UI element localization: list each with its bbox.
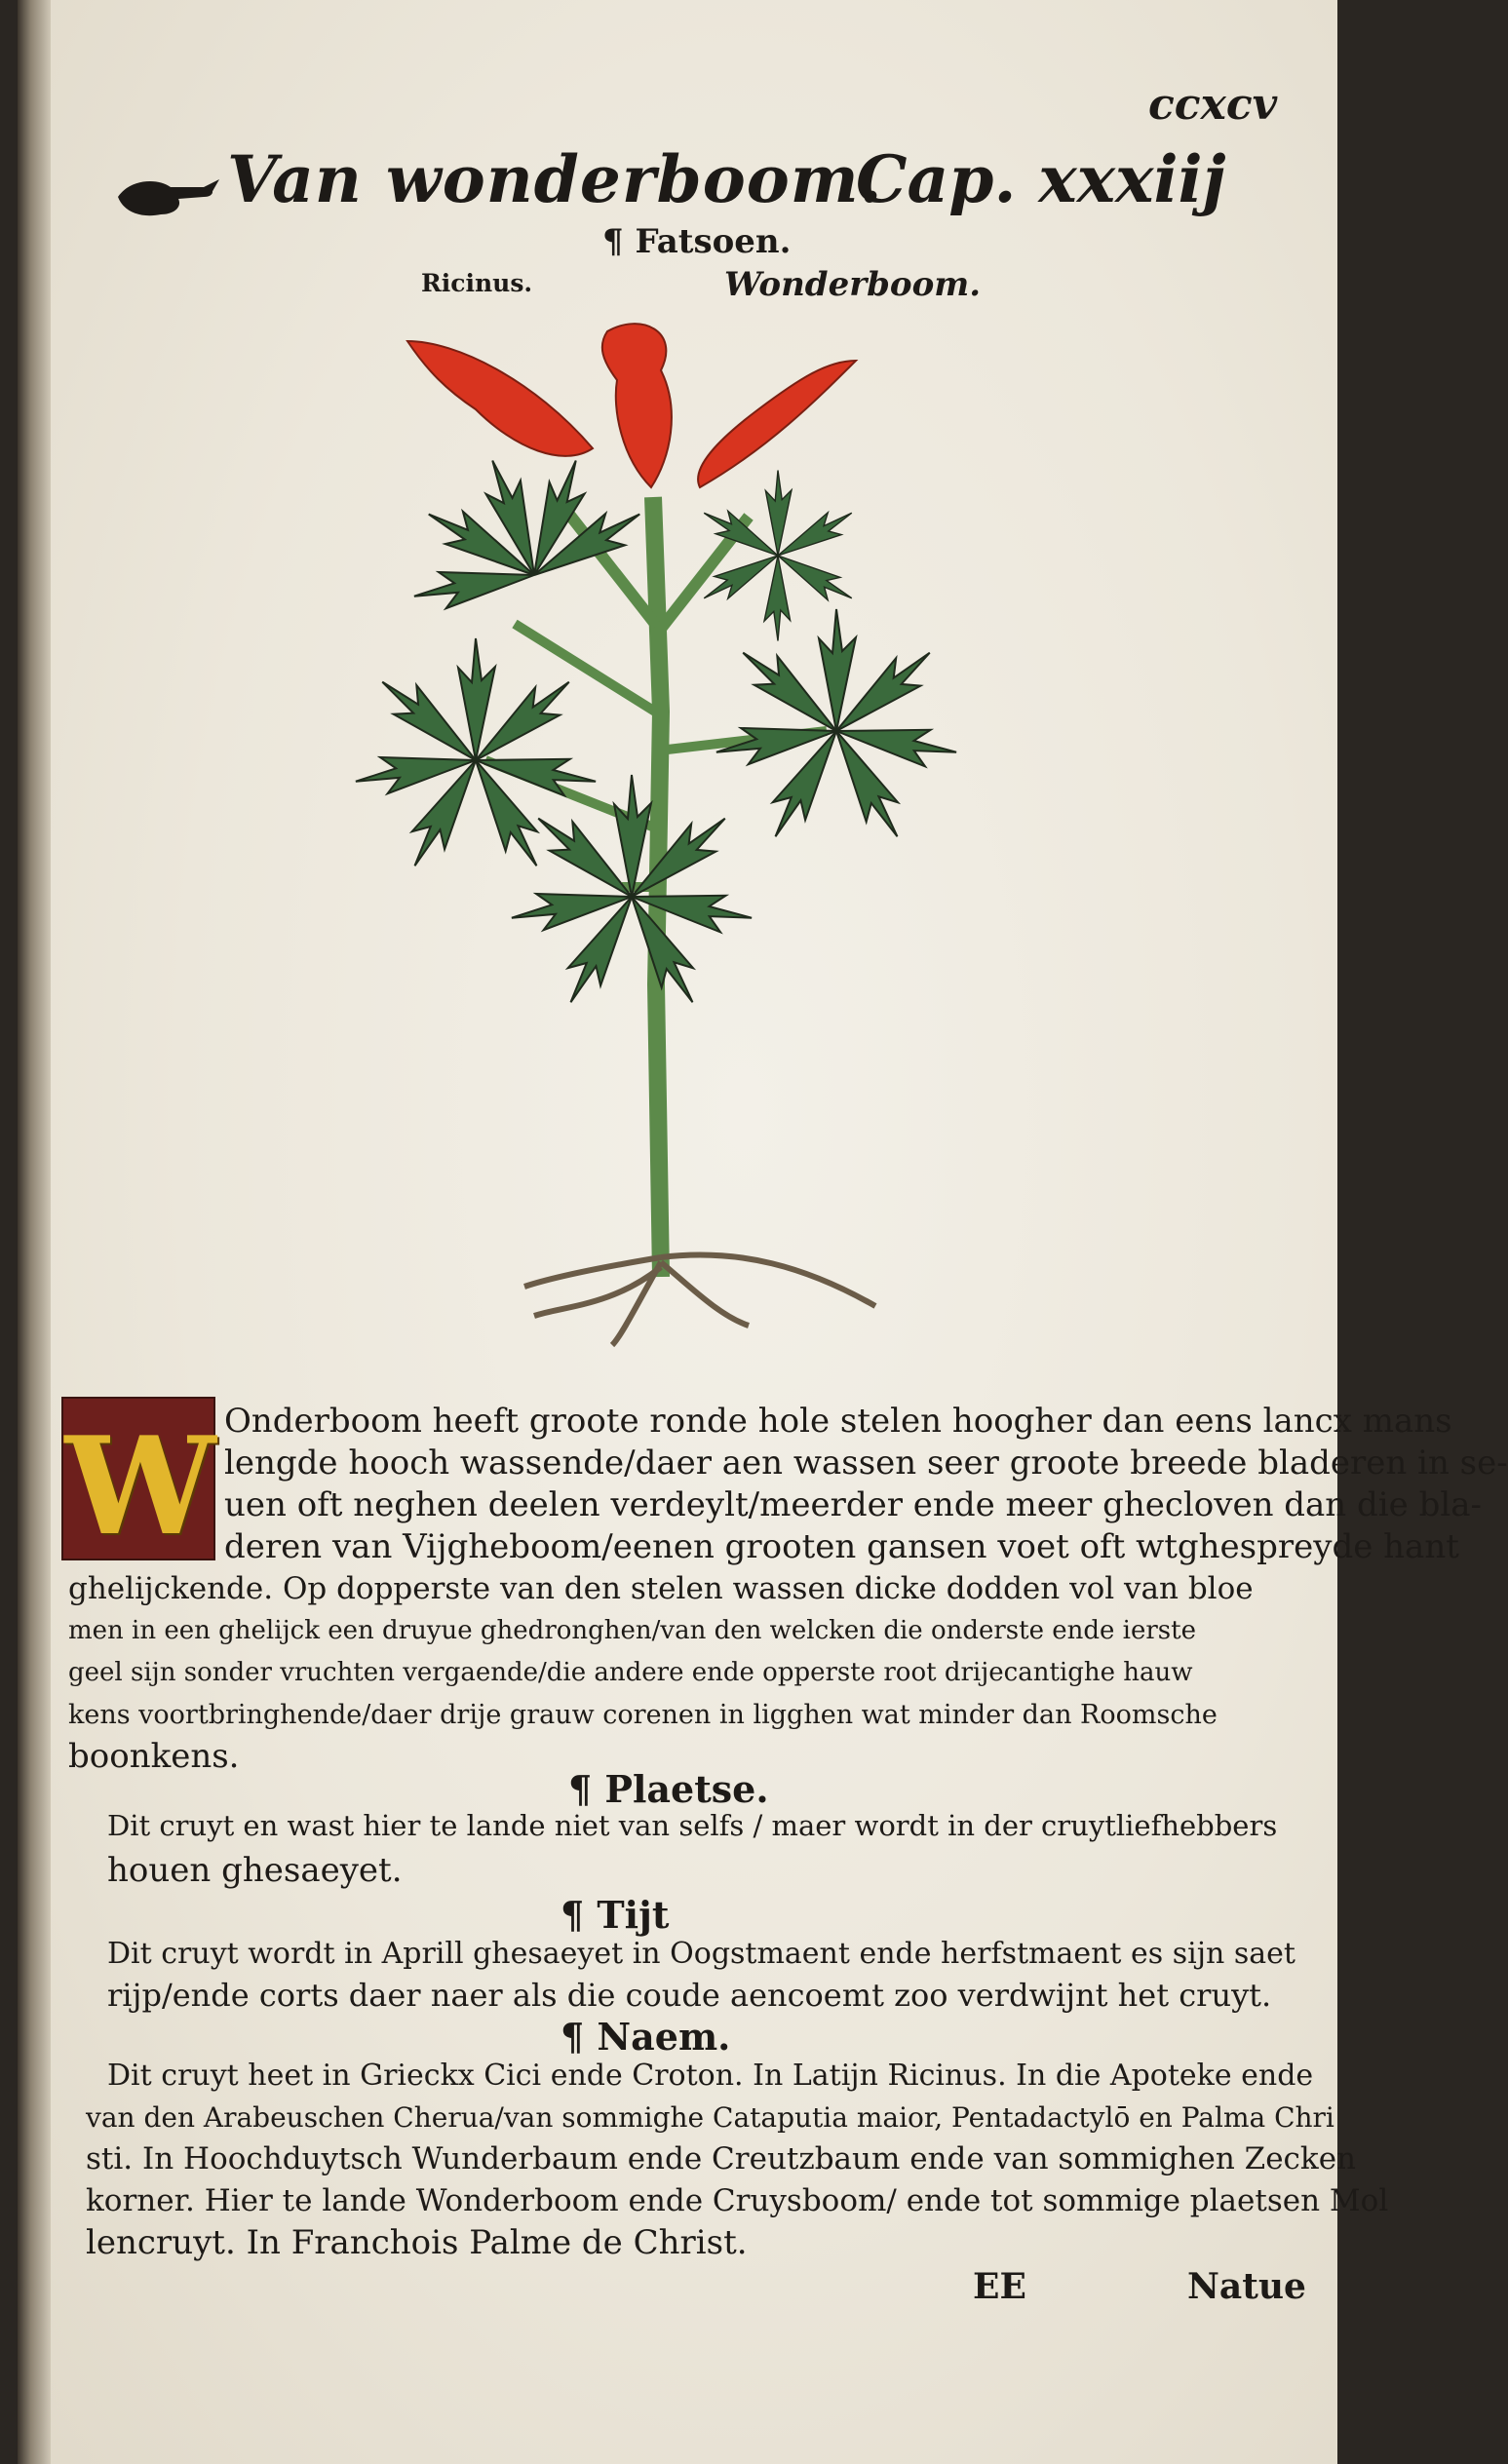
signature-mark: EE: [973, 2266, 1026, 2307]
text-line: Onderboom heeft groote ronde hole stelen hoogher dan eens lancx mans: [224, 1402, 1452, 1441]
figure-heading: ¶ Fatsoen.: [602, 222, 792, 261]
pointing-hand-icon: [110, 158, 222, 226]
text-line: lengde hooch wassende/daer aen wassen seer groote breede bladeren in se-: [224, 1444, 1508, 1482]
dutch-caption: Wonderboom.: [724, 265, 982, 304]
text-line: Dit cruyt en wast hier te lande niet van selfs / maer wordt in der cruytliefhebbers: [107, 1809, 1278, 1842]
section-heading-plaetse: ¶ Plaetse.: [568, 1767, 769, 1811]
text-line: korner. Hier te lande Wonderboom ende Cruysboom/ ende tot sommige plaetsen Mol: [86, 2183, 1389, 2218]
catchword: Natue: [1187, 2266, 1306, 2307]
section-heading-naem: ¶ Naem.: [561, 2015, 731, 2059]
latin-caption: Ricinus.: [421, 269, 533, 297]
text-line: rijp/ende corts daer naer als die coude aencoemt zoo verdwijnt het cruyt.: [107, 1977, 1272, 2014]
text-line: men in een ghelijck een druyue ghedronghen/van den welcken die onderste ende ierste: [68, 1616, 1196, 1645]
leaf-lower: [508, 775, 754, 1012]
text-line: geel sijn sonder vruchten vergaende/die andere ende opperste root drijecantighe hauw: [68, 1658, 1193, 1687]
text-line: lencruyt. In Franchois Palme de Christ.: [86, 2223, 748, 2262]
roots: [524, 1254, 875, 1345]
text-line: uen oft neghen deelen verdeylt/meerder ende meer ghecloven dan die bla-: [224, 1485, 1482, 1524]
chapter-title: Van wonderboom.: [227, 141, 883, 217]
text-line: houen ghesaeyet.: [107, 1851, 403, 1890]
page-number: ccxcv: [1148, 80, 1278, 130]
chapter-number: Cap. xxxiij: [856, 141, 1226, 217]
text-line: Dit cruyt heet in Grieckx Cici ende Croton. In Latijn Ricinus. In die Apoteke ende: [107, 2059, 1314, 2093]
text-line: deren van Vijgheboom/eenen grooten gansen voet oft wtghespreyde hant: [224, 1527, 1459, 1566]
flower-spike-left: [407, 341, 593, 456]
book-page: [18, 0, 1508, 2464]
text-line: ghelijckende. Op dopperste van den stelen wassen dicke dodden vol van bloe: [68, 1571, 1254, 1606]
text-line: boonkens.: [68, 1737, 240, 1776]
flower-spike-right: [698, 361, 856, 487]
text-line: van den Arabeuschen Cherua/van sommighe Cataputia maior, Pentadactylō en Palma Chri: [86, 2101, 1334, 2134]
leaf-upper-left: [377, 418, 657, 635]
flower-spike-center: [602, 324, 672, 487]
decorated-initial: W: [61, 1397, 215, 1560]
ricinus-plant-illustration: [368, 302, 973, 1355]
text-line: sti. In Hoochduytsch Wunderbaum ende Creutzbaum ende van sommighen Zecken: [86, 2141, 1356, 2176]
section-heading-tyt: ¶ Tijt: [561, 1893, 670, 1937]
text-line: kens voortbringhende/daer drije grauw corenen in ligghen wat minder dan Roomsche: [68, 1700, 1218, 1730]
text-line: Dit cruyt wordt in Aprill ghesaeyet in Oogstmaent ende herfstmaent es sijn saet: [107, 1937, 1295, 1971]
book-gutter: [18, 0, 51, 2464]
leaf-right: [713, 609, 959, 846]
